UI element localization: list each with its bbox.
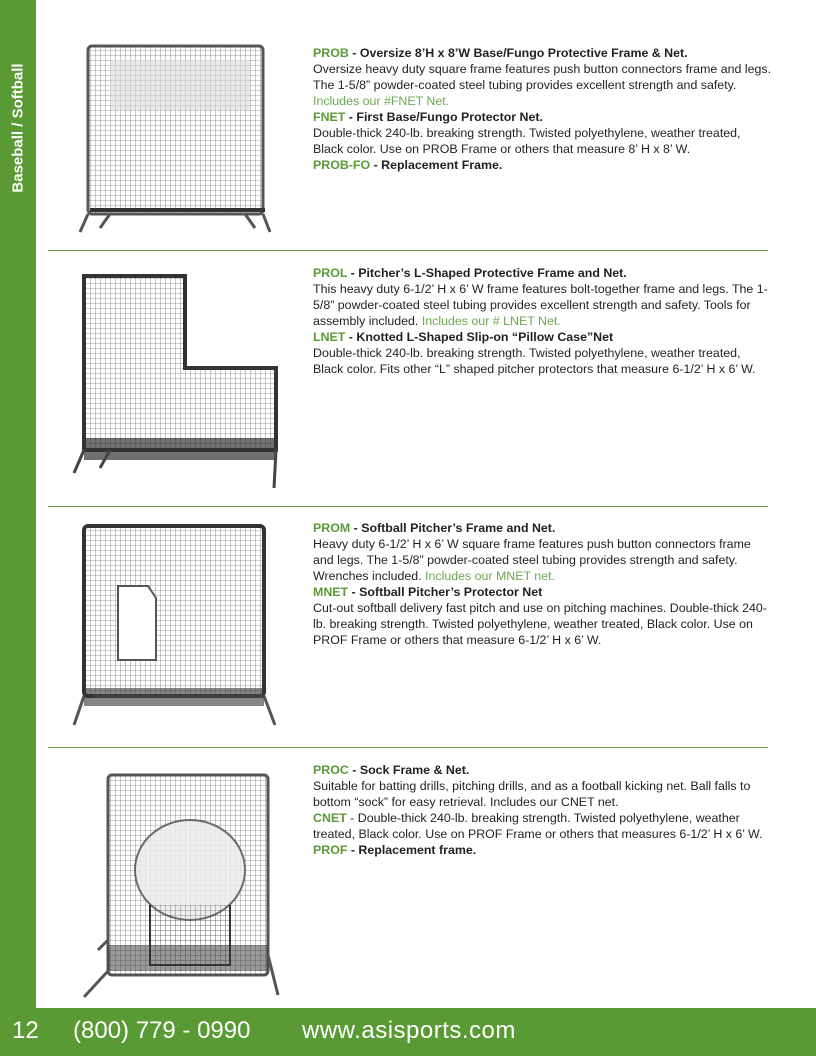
section-divider [48, 506, 768, 507]
product-title: - Sock Frame & Net. [348, 763, 470, 777]
product-paragraph [313, 810, 771, 842]
product-paragraph [313, 109, 771, 125]
side-bar [0, 0, 36, 1008]
product-title: - Replacement frame. [347, 843, 477, 857]
product-image-proc-frame [70, 765, 290, 1005]
product-block-prol [313, 265, 771, 377]
product-code: PROF [313, 843, 348, 857]
product-paragraph [313, 329, 771, 345]
product-code: PROL [313, 266, 348, 280]
product-note: Includes our MNET net. [425, 569, 555, 583]
website-link[interactable]: www.asisports.com [302, 1017, 516, 1044]
page-number: 12 [12, 1017, 39, 1044]
product-body: - Double-thick 240-lb. breaking strength. Twisted polyethylene, weather treated, Black color. Use on PROF Frame or others that measures 6-1/2’ H x 6’ W. [313, 811, 763, 841]
product-paragraph [313, 520, 771, 536]
product-description: Cut-out softball delivery fast pitch and use on pitching machines. Double-thick 240-lb. breaking strength. Twisted polyethylene, weather treated, Black color. Use on PROF Frame or others that measure 6-1/2’ H x 6’ W. [313, 601, 767, 647]
product-title: - Softball Pitcher’s Frame and Net. [350, 521, 556, 535]
section-divider [48, 250, 768, 251]
phone-number: (800) 779 - 0990 [73, 1017, 251, 1044]
product-paragraph [313, 157, 771, 173]
product-code: LNET [313, 330, 346, 344]
product-title: - Softball Pitcher’s Protector Net [348, 585, 543, 599]
section-label: Baseball / Softball [9, 63, 27, 193]
product-code: MNET [313, 585, 349, 599]
product-title: - First Base/Fungo Protector Net. [345, 110, 543, 124]
product-title: - Replacement Frame. [370, 158, 503, 172]
product-paragraph [313, 265, 771, 281]
product-description: Suitable for batting drills, pitching drills, and as a football kicking net. Ball falls to bottom “sock” for easy retrieval. Includes our CNET net. [313, 779, 751, 809]
product-body: Oversize heavy duty square frame features push button connectors frame and legs. The 1-5/8” powder-coated steel tubing provides excellent strength and safety. [313, 62, 772, 92]
product-code: FNET [313, 110, 346, 124]
product-block-proc [313, 762, 771, 858]
product-code: PROM [313, 521, 351, 535]
product-description [313, 61, 771, 109]
product-paragraph [313, 762, 771, 778]
footer-bar [0, 1008, 816, 1056]
product-description: Double-thick 240-lb. breaking strength. Twisted polyethylene, weather treated, Black color. Use on PROB Frame or others that measure 8’ H x 8’ W. [313, 126, 741, 156]
product-image-prom-frame [70, 520, 290, 730]
product-title: - Oversize 8’H x 8’W Base/Fungo Protective Frame & Net. [348, 46, 688, 60]
product-image-prob-frame [70, 40, 290, 240]
product-paragraph [313, 45, 771, 61]
product-note: Includes our #FNET Net. [313, 94, 450, 108]
product-description [313, 281, 771, 329]
product-note: Includes our # LNET Net. [421, 314, 561, 328]
product-body: This heavy duty 6-1/2’ H x 6’ W frame features bolt-together frame and legs. The 1-5/8” powder-coated steel tubing provides excellent strength and safety. Tools for assembly included. [313, 282, 768, 328]
product-image-prol-frame [70, 268, 290, 494]
product-code: CNET [313, 811, 347, 825]
product-code: PROC [313, 763, 349, 777]
product-title: - Pitcher’s L-Shaped Protective Frame and Net. [347, 266, 627, 280]
product-block-prom [313, 520, 771, 648]
product-body: Heavy duty 6-1/2’ H x 6’ W square frame features push button connectors frame and legs. The 1-5/8” powder-coated steel tubing provides strength and safety. Wrenches included. [313, 537, 751, 583]
section-divider [48, 747, 768, 748]
product-description [313, 536, 771, 584]
product-paragraph [313, 842, 771, 858]
product-block-prob [313, 45, 771, 173]
product-paragraph [313, 584, 771, 600]
product-code: PROB [313, 46, 349, 60]
product-description: Double-thick 240-lb. breaking strength. Twisted polyethylene, weather treated, Black color. Fits other “L” shaped pitcher protectors that measure 6-1/2’ H x 6’ W. [313, 346, 756, 376]
product-code: PROB-FO [313, 158, 371, 172]
product-title: - Knotted L-Shaped Slip-on “Pillow Case”Net [345, 330, 614, 344]
